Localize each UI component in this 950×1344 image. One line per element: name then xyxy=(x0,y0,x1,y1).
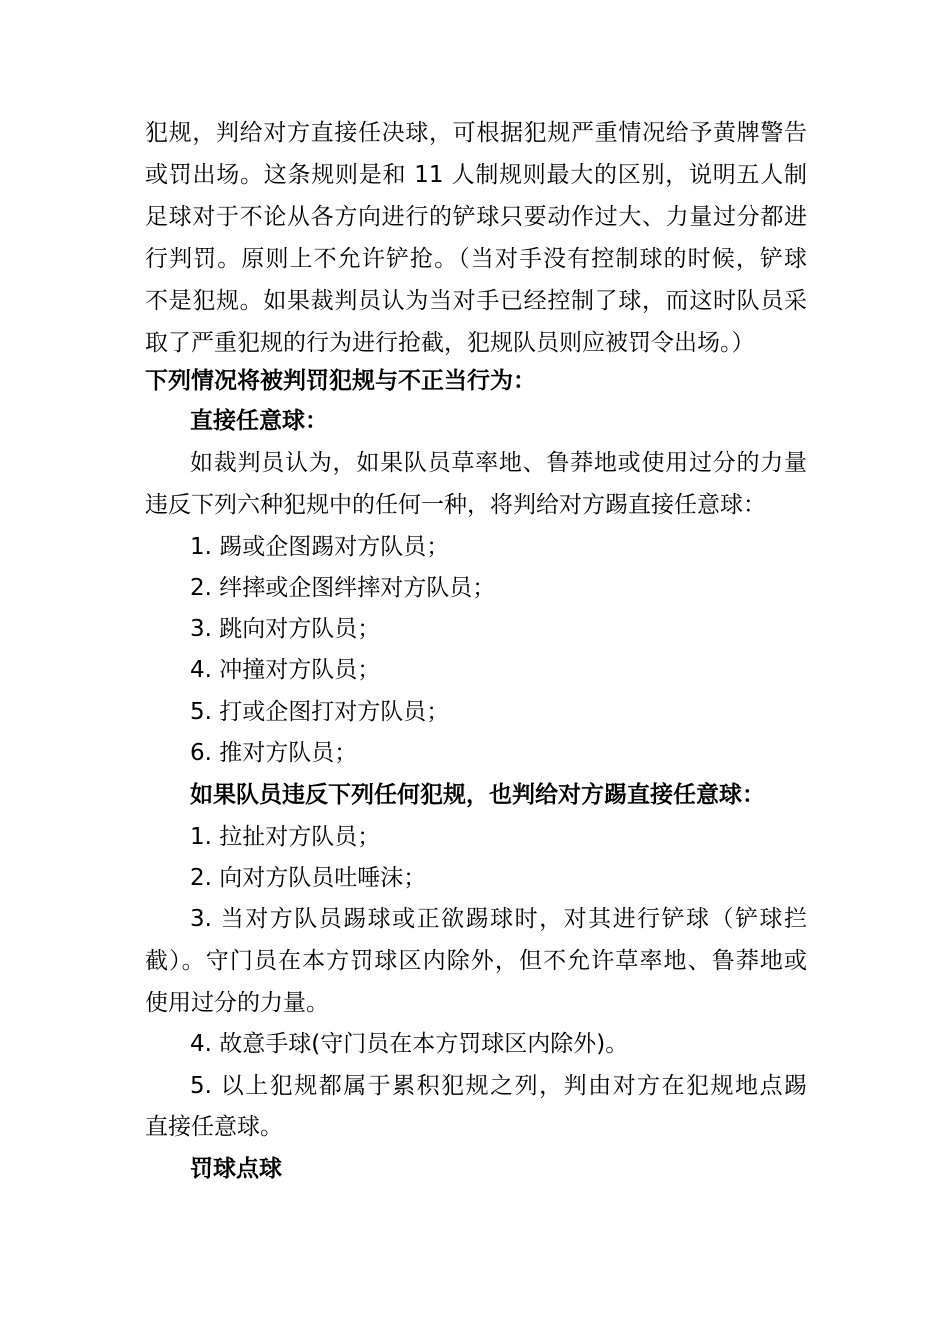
item3-line-3: 使用过分的力量。 xyxy=(145,990,329,1016)
list1-item-3: 3. 跳向对方队员； xyxy=(190,616,381,642)
section-heading-fouls: 下列情况将被判罚犯规与不正当行为： xyxy=(145,368,536,394)
section-heading-other-fouls: 如果队员违反下列任何犯规，也判给对方踢直接任意球： xyxy=(190,782,765,808)
section-heading-penalty-kick: 罚球点球 xyxy=(190,1156,282,1182)
item3-line-2: 截）。守门员在本方罚球区内除外，但不允许草率地、鲁莽地或 xyxy=(145,948,807,974)
list1-item-5: 5. 打或企图打对方队员； xyxy=(190,699,450,725)
intro-line-2: 或罚出场。这条规则是和 11 人制规则最大的区别，说明五人制 xyxy=(145,162,807,188)
list1-item-6: 6. 推对方队员； xyxy=(190,740,358,766)
list2-item-1: 1. 拉扯对方队员； xyxy=(190,824,381,850)
item5-line-1: 5. 以上犯规都属于累积犯规之列，判由对方在犯规地点踢 xyxy=(190,1073,807,1099)
item4-line: 4. 故意手球(守门员在本方罚球区内除外)。 xyxy=(190,1031,629,1057)
item3-line-1: 3. 当对方队员踢球或正欲踢球时，对其进行铲球（铲球拦 xyxy=(190,906,807,932)
list1-item-4: 4. 冲撞对方队员； xyxy=(190,657,381,683)
intro-line-5: 不是犯规。如果裁判员认为当对手已经控制了球，而这时队员采 xyxy=(145,288,807,314)
list2-item-2: 2. 向对方队员吐唾沫； xyxy=(190,865,427,891)
intro-line-6: 取了严重犯规的行为进行抢截，犯规队员则应被罚令出场。） xyxy=(145,330,755,356)
item5-line-2: 直接任意球。 xyxy=(145,1114,283,1140)
intro-line-4: 行判罚。原则上不允许铲抢。（当对手没有控制球的时候，铲球 xyxy=(145,246,807,272)
list1-item-1: 1. 踢或企图踢对方队员； xyxy=(190,534,450,560)
intro-line-1: 犯规，判给对方直接任决球，可根据犯规严重情况给予黄牌警告 xyxy=(145,120,807,146)
intro-line-3: 足球对于不论从各方向进行的铲球只要动作过大、力量过分都进 xyxy=(145,204,807,230)
para2-line-2: 违反下列六种犯规中的任何一种，将判给对方踢直接任意球： xyxy=(145,492,766,518)
list1-item-2: 2. 绊摔或企图绊摔对方队员； xyxy=(190,575,496,601)
section-heading-direct-free-kick: 直接任意球： xyxy=(190,408,328,434)
para2-line-1: 如裁判员认为，如果队员草率地、鲁莽地或使用过分的力量 xyxy=(190,450,807,476)
